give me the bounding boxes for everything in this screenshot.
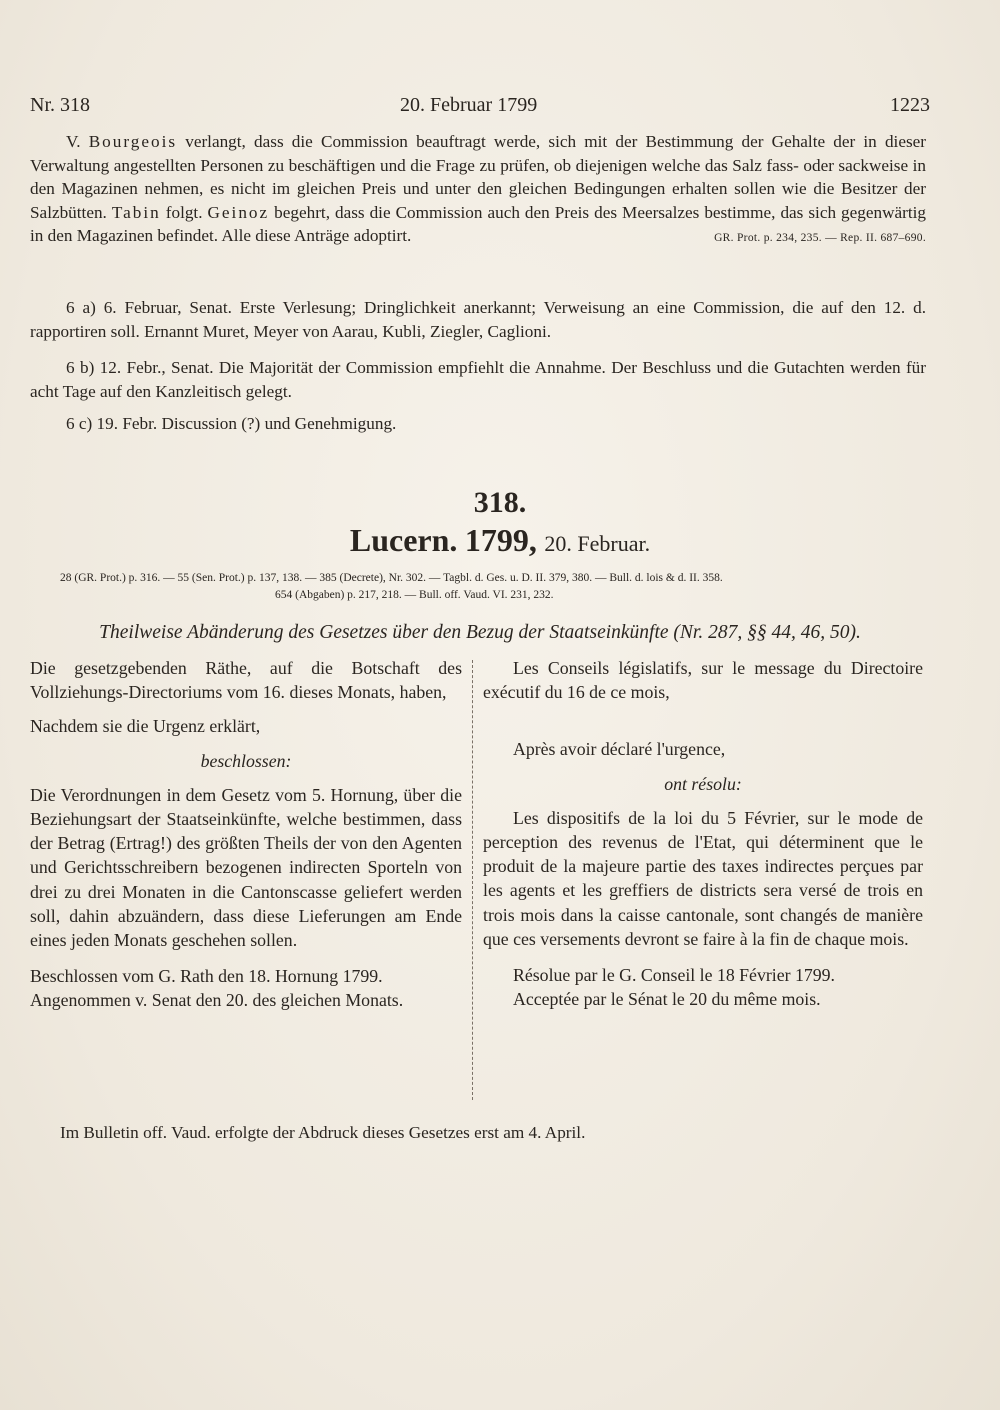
top-paragraph [30, 130, 926, 251]
french-p3: ont résolu: [664, 773, 742, 794]
german-p3: beschlossen: [200, 750, 292, 771]
text-6a: 6 a) 6. Februar, Senat. Erste Verlesung; Dringlichkeit anerkannt; Verweisung an eine Commission, die auf den 12. d. rapportiren soll. Ernannt Muret, Meyer von Aarau, Kubli, Ziegler, Caglioni. [30, 298, 926, 341]
text-6b: 6 b) 12. Febr., Senat. Die Majorität der Commission empfiehlt die Annahme. Der Beschluss und die Gutachten werden für acht Tage auf den Kanzleitisch gelegt. [30, 358, 926, 401]
heading-place: Lucern. [349, 522, 458, 558]
section-number: 318. [473, 486, 527, 519]
paragraph-6b [30, 356, 926, 403]
running-head [30, 94, 930, 122]
refs-line-1: 28 (GR. Prot.) p. 316. — 55 (Sen. Prot.) p. 137, 138. — 385 (Decrete), Nr. 302. — Tagbl. d. Ges. u. D. II. 379, 380. — Bull. d. lois & d. II. 358. [60, 572, 723, 584]
german-p1: Die gesetzgebenden Räthe, auf die Botschaft des Vollziehungs-Directoriums vom 16. dieses Monats, haben, [30, 658, 462, 703]
footer-note: Im Bulletin off. Vaud. erfolgte der Abdruck dieses Gesetzes erst am 4. April. [60, 1123, 586, 1142]
french-column [483, 656, 923, 1011]
french-p6: Acceptée par le Sénat le 20 du même mois. [513, 989, 821, 1010]
paragraph-6c [30, 412, 926, 436]
name-tabin: Tabin [111, 202, 161, 222]
text-6c: 6 c) 19. Febr. Discussion (?) und Genehmigung. [66, 414, 397, 433]
record-number: Nr. 318 [30, 94, 90, 116]
french-p4: Les dispositifs de la loi du 5 Février, sur le mode de perception des revenus de l'Etat, qui déterminent que le produit de la majeure partie des taxes indirectes perçues par les agents et les greffiers de districts sera versé de trois en trois mois dans la caisse cantonale, sont changés de manière que ces versements devront se faire à la fin de chaque mois. [483, 807, 923, 949]
paragraph-6a [30, 296, 926, 343]
text-2: folgt. [165, 202, 203, 222]
french-p2: Après avoir déclaré l'urgence, [513, 739, 726, 760]
german-p6: Angenommen v. Senat den 20. des gleichen Monats. [30, 990, 404, 1011]
source-references [60, 570, 930, 604]
name-geinoz: Geinoz [207, 202, 270, 222]
french-p5: Résolue par le G. Conseil le 18 Février 1799. [513, 965, 835, 986]
section-heading [0, 522, 1000, 559]
law-subtitle: Theilweise Abänderung des Gesetzes über den Bezug der Staatseinkünfte (Nr. 287, §§ 44, 46, 50). [99, 622, 861, 643]
text-1: verlangt, dass die Commission beauftragt werde, sich mit der Bestimmung der Gehalte der in dieser Verwaltung angestellten Personen zu beschäftigen und die Frage zu prüfen, ob diejenigen welche das Salz fass- oder sackweise in den Magazinen nehmen, es nicht im gleichen Preis und unter den gleichen Bedingungen erhalten sollen wie die Besitzer der Salzbütten. [30, 132, 927, 222]
column-divider [472, 660, 473, 1100]
german-p4: Die Verordnungen in dem Gesetz vom 5. Hornung, über die Beziehungsart der Staatseinkünfte, welche bestimmen, dass der Betrag (Ertrag!) des größten Theils der von den Agenten und Gerichtsschreibern bezogenen indirecten Sporteln von drei zu drei Monaten in die Cantonscasse geliefert werden soll, dahin abzuändern, dass diese Lieferungen am Ende eines jeden Monats geschehen sollen. [30, 784, 462, 951]
header-date: 20. Februar 1799 [400, 94, 538, 116]
german-p5: Beschlossen vom G. Rath den 18. Hornung 1799. [30, 966, 383, 987]
refs-line-2: 654 (Abgaben) p. 217, 218. — Bull. off. Vaud. VI. 231, 232. [275, 589, 554, 601]
protocol-reference: GR. Prot. p. 234, 235. — Rep. II. 687–690. [714, 232, 926, 245]
heading-year: 1799, [464, 522, 537, 558]
heading-date: 20. Februar. [544, 531, 651, 556]
name-bourgeois: Bourgeois [88, 132, 178, 151]
german-column [30, 656, 462, 1013]
french-p1: Les Conseils législatifs, sur le message du Directoire exécutif du 16 de ce mois, [483, 658, 923, 703]
text-3: begehrt, dass die Commission auch den Preis des Meersalzes bestimme, das sich gegenwärtig in den Magazinen befindet. Alle diese Anträge adoptirt. [30, 202, 926, 246]
german-p2: Nachdem sie die Urgenz erklärt, [30, 716, 261, 737]
page-number: 1223 [890, 94, 930, 116]
v-prefix: V. [66, 132, 81, 151]
